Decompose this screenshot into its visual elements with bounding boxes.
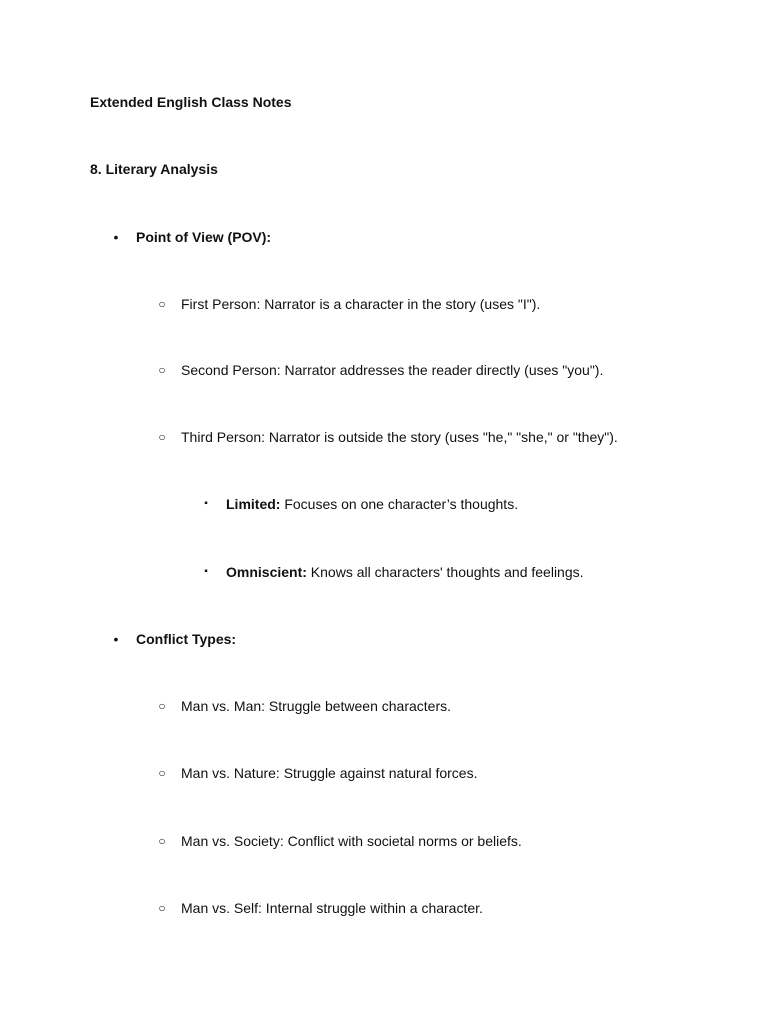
list-item-second-person: Second Person: Narrator addresses the reader directly (uses "you"). — [181, 362, 604, 378]
bullet-circle-icon: ○ — [158, 766, 166, 780]
bullet-circle-icon: ○ — [158, 297, 166, 311]
list-item-man-vs-society: Man vs. Society: Conflict with societal norms or beliefs. — [181, 833, 522, 849]
bullet-square-icon: ▪ — [204, 566, 208, 577]
bullet-square-icon: ▪ — [204, 498, 208, 509]
bullet-disc-icon: • — [113, 631, 119, 647]
list-item-first-person: First Person: Narrator is a character in the story (uses "I"). — [181, 296, 541, 312]
list-item-third-person: Third Person: Narrator is outside the story (uses "he," "she," or "they"). — [181, 429, 618, 445]
list-item-man-vs-man: Man vs. Man: Struggle between characters. — [181, 698, 452, 714]
list-item-omniscient — [226, 562, 584, 582]
bullet-circle-icon: ○ — [158, 363, 166, 377]
omniscient-label: Omniscient: — [226, 564, 307, 580]
conflict-heading: Conflict Types: — [136, 631, 237, 647]
list-item-limited — [226, 494, 518, 514]
bullet-circle-icon: ○ — [158, 430, 166, 444]
bullet-circle-icon: ○ — [158, 699, 166, 713]
section-heading: 8. Literary Analysis — [90, 161, 218, 177]
bullet-circle-icon: ○ — [158, 901, 166, 915]
list-item-man-vs-nature: Man vs. Nature: Struggle against natural forces. — [181, 765, 478, 781]
omniscient-text: Knows all characters' thoughts and feelings. — [306, 564, 584, 580]
limited-text: Focuses on one character’s thoughts. — [280, 496, 519, 512]
pov-heading: Point of View (POV): — [136, 229, 272, 245]
bullet-circle-icon: ○ — [158, 834, 166, 848]
list-item-man-vs-self: Man vs. Self: Internal struggle within a character. — [181, 900, 483, 916]
bullet-disc-icon: • — [113, 229, 119, 245]
limited-label: Limited: — [226, 496, 281, 512]
document-title: Extended English Class Notes — [90, 94, 292, 110]
